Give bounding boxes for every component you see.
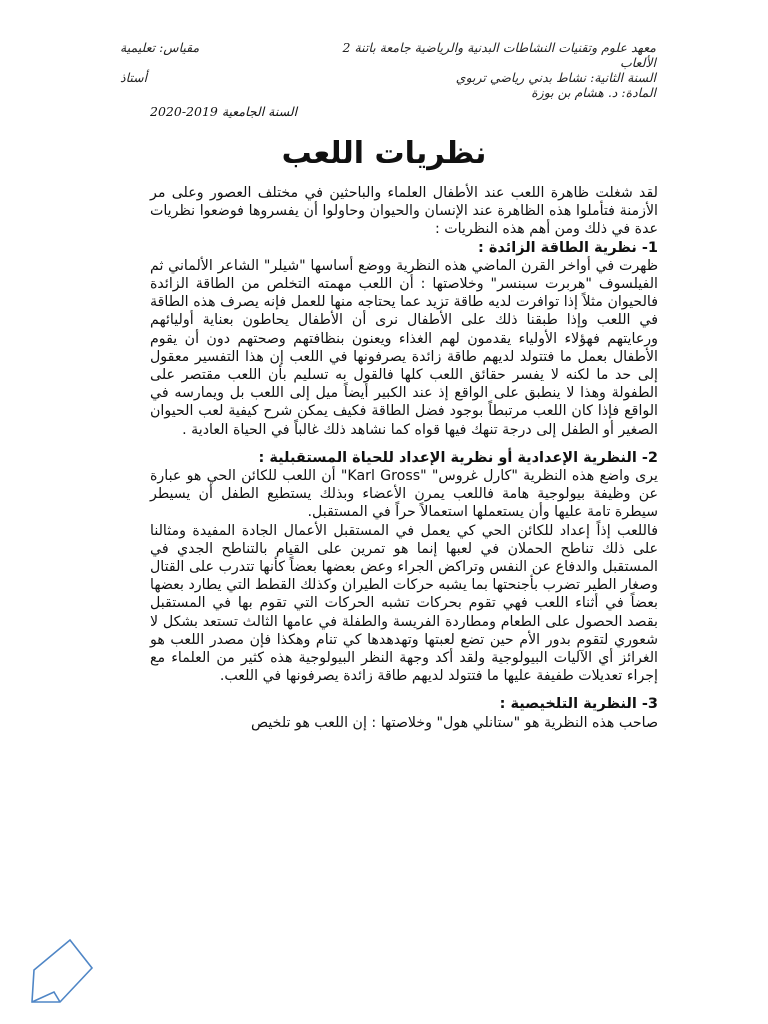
year-level: السنة الثانية: نشاط بدني رياضي تربوي — [455, 70, 656, 85]
section-heading: 2- النظرية الإعدادية أو نظرية الإعداد للحياة المستقبلية : — [258, 449, 658, 466]
teacher-name: المادة: د. هشام بن بوزة — [531, 85, 656, 100]
document-body — [150, 184, 658, 732]
section-paragraph: ظهرت في أواخر القرن الماضي هذه النظرية ووضع أساسها "شيلر" الشاعر الألماني ثم الفيلسوف "هربرت سبنسر" وخلاصتها : أن اللعب مهمته التخلص من الطاقة الزائدة فالحيوان مثلاً إذا توافرت لديه طاقة تزيد عما يحتاجه منها للعمل فإنه يصرف هذه الطاقة في اللعب وإذا طبقنا ذلك على الأطفال نرى أن الأطفال يحاطون بعناية أوليائهم ورعايتهم فهؤلاء الأولياء يقدمون لهم الغذاء ويعنون بنظافتهم وصحتهم دون أن يقوم الأطفال بعمل ما فتتولد لديهم طاقة زائدة يصرفونها في اللعب إن هذا التفسير معقول إلى حد ما لكنه لا يفسر حقائق اللعب كلها فالقول به تسليم بأن اللعب مقتصر على الطفولة وهذا لا ينطبق على الواقع إذ عند الكبير أيضاً ميل إلى اللعب بل ويمارسه في الواقع فإذا كان اللعب مرتبطاً بوجود فضل الطاقة فكيف يمكن شرح كيفية لعب الحيوان الصغير أو الطفل إلى درجة تنهك فيها قواه كما نشاهد ذلك غالباً في الحياة العادية . — [150, 257, 658, 438]
subject-continuation: الألعاب — [619, 55, 656, 70]
section-heading: 1- نظرية الطاقة الزائدة : — [478, 239, 658, 256]
subject-name: مقياس: تعليمية — [120, 40, 200, 55]
academic-year: السنة الجامعية 2019-2020 — [150, 104, 298, 119]
document-header — [100, 40, 656, 100]
intro-paragraph: لقد شغلت ظاهرة اللعب عند الأطفال العلماء والباحثين في مختلف العصور وعلى مر الأزمنة فتأملوا هذه الظاهرة عند الإنسان والحيوان وحاولوا أن يفسروها فوضعوا نظريات عدة في ذلك ومن أهم هذه النظريات : — [150, 185, 658, 238]
section-paragraph: فاللعب إذاً إعداد للكائن الحي كي يعمل في المستقبل الأعمال الجادة المفيدة ومثالنا على ذلك تناطح الحملان في لعبها إنما هو تمرين على القيام بالتناطح الجدي في المستقبل والدفاع عن النفس وتراكض الجراء وعض بعضها بعضاً كأنها تتدرب على القتال وصغار الطير تضرب بأجنحتها بما يشبه حركات الطيران وكذلك القطط التي يطارد بعضها بعضاً في أثناء اللعب فهي تقوم بحركات تشبه الحركات التي تقوم بها في المستقبل بقصد الحصول على الطعام ومطاردة الفريسة والطفلة في عامها الثالث تستعد بشكل لا شعوري لتقوم بدور الأم حين تضع لعبتها وتهدهدها كي تنام وهكذا فإن مصدر اللعب هو الغرائز أي الآليات البيولوجية ولقد أكد وجهة النظر البيولوجية هذه كثير من العلماء مع إجراء تعديلات طفيفة عليها ما فتتولد لديهم طاقة زائدة يصرفونها في اللعب. — [150, 522, 658, 685]
section-heading: 3- النظرية التلخيصية : — [499, 696, 658, 713]
teacher-label: أستاذ — [120, 70, 148, 85]
page-corner-graphic — [26, 936, 98, 1008]
institute-name: معهد علوم وتقنيات النشاطات البدنية والرياضية جامعة باتنة 2 — [342, 40, 656, 55]
section-paragraph: صاحب هذه النظرية هو "ستانلي هول" وخلاصتها : إن اللعب هو تلخيص — [251, 714, 658, 731]
page-title: نظريات اللعب — [281, 136, 487, 171]
section-paragraph: يرى واضع هذه النظرية "كارل غروس" "Karl Gross" أن اللعب للكائن الحي هو عبارة عن وظيفة بيولوجية هامة فاللعب يمرن الأعضاء وبذلك يستطيع الطفل أن يسيطر سيطرة تامة عليها وأن يستعملها استعمالاً حراً في المستقبل. — [150, 468, 658, 521]
